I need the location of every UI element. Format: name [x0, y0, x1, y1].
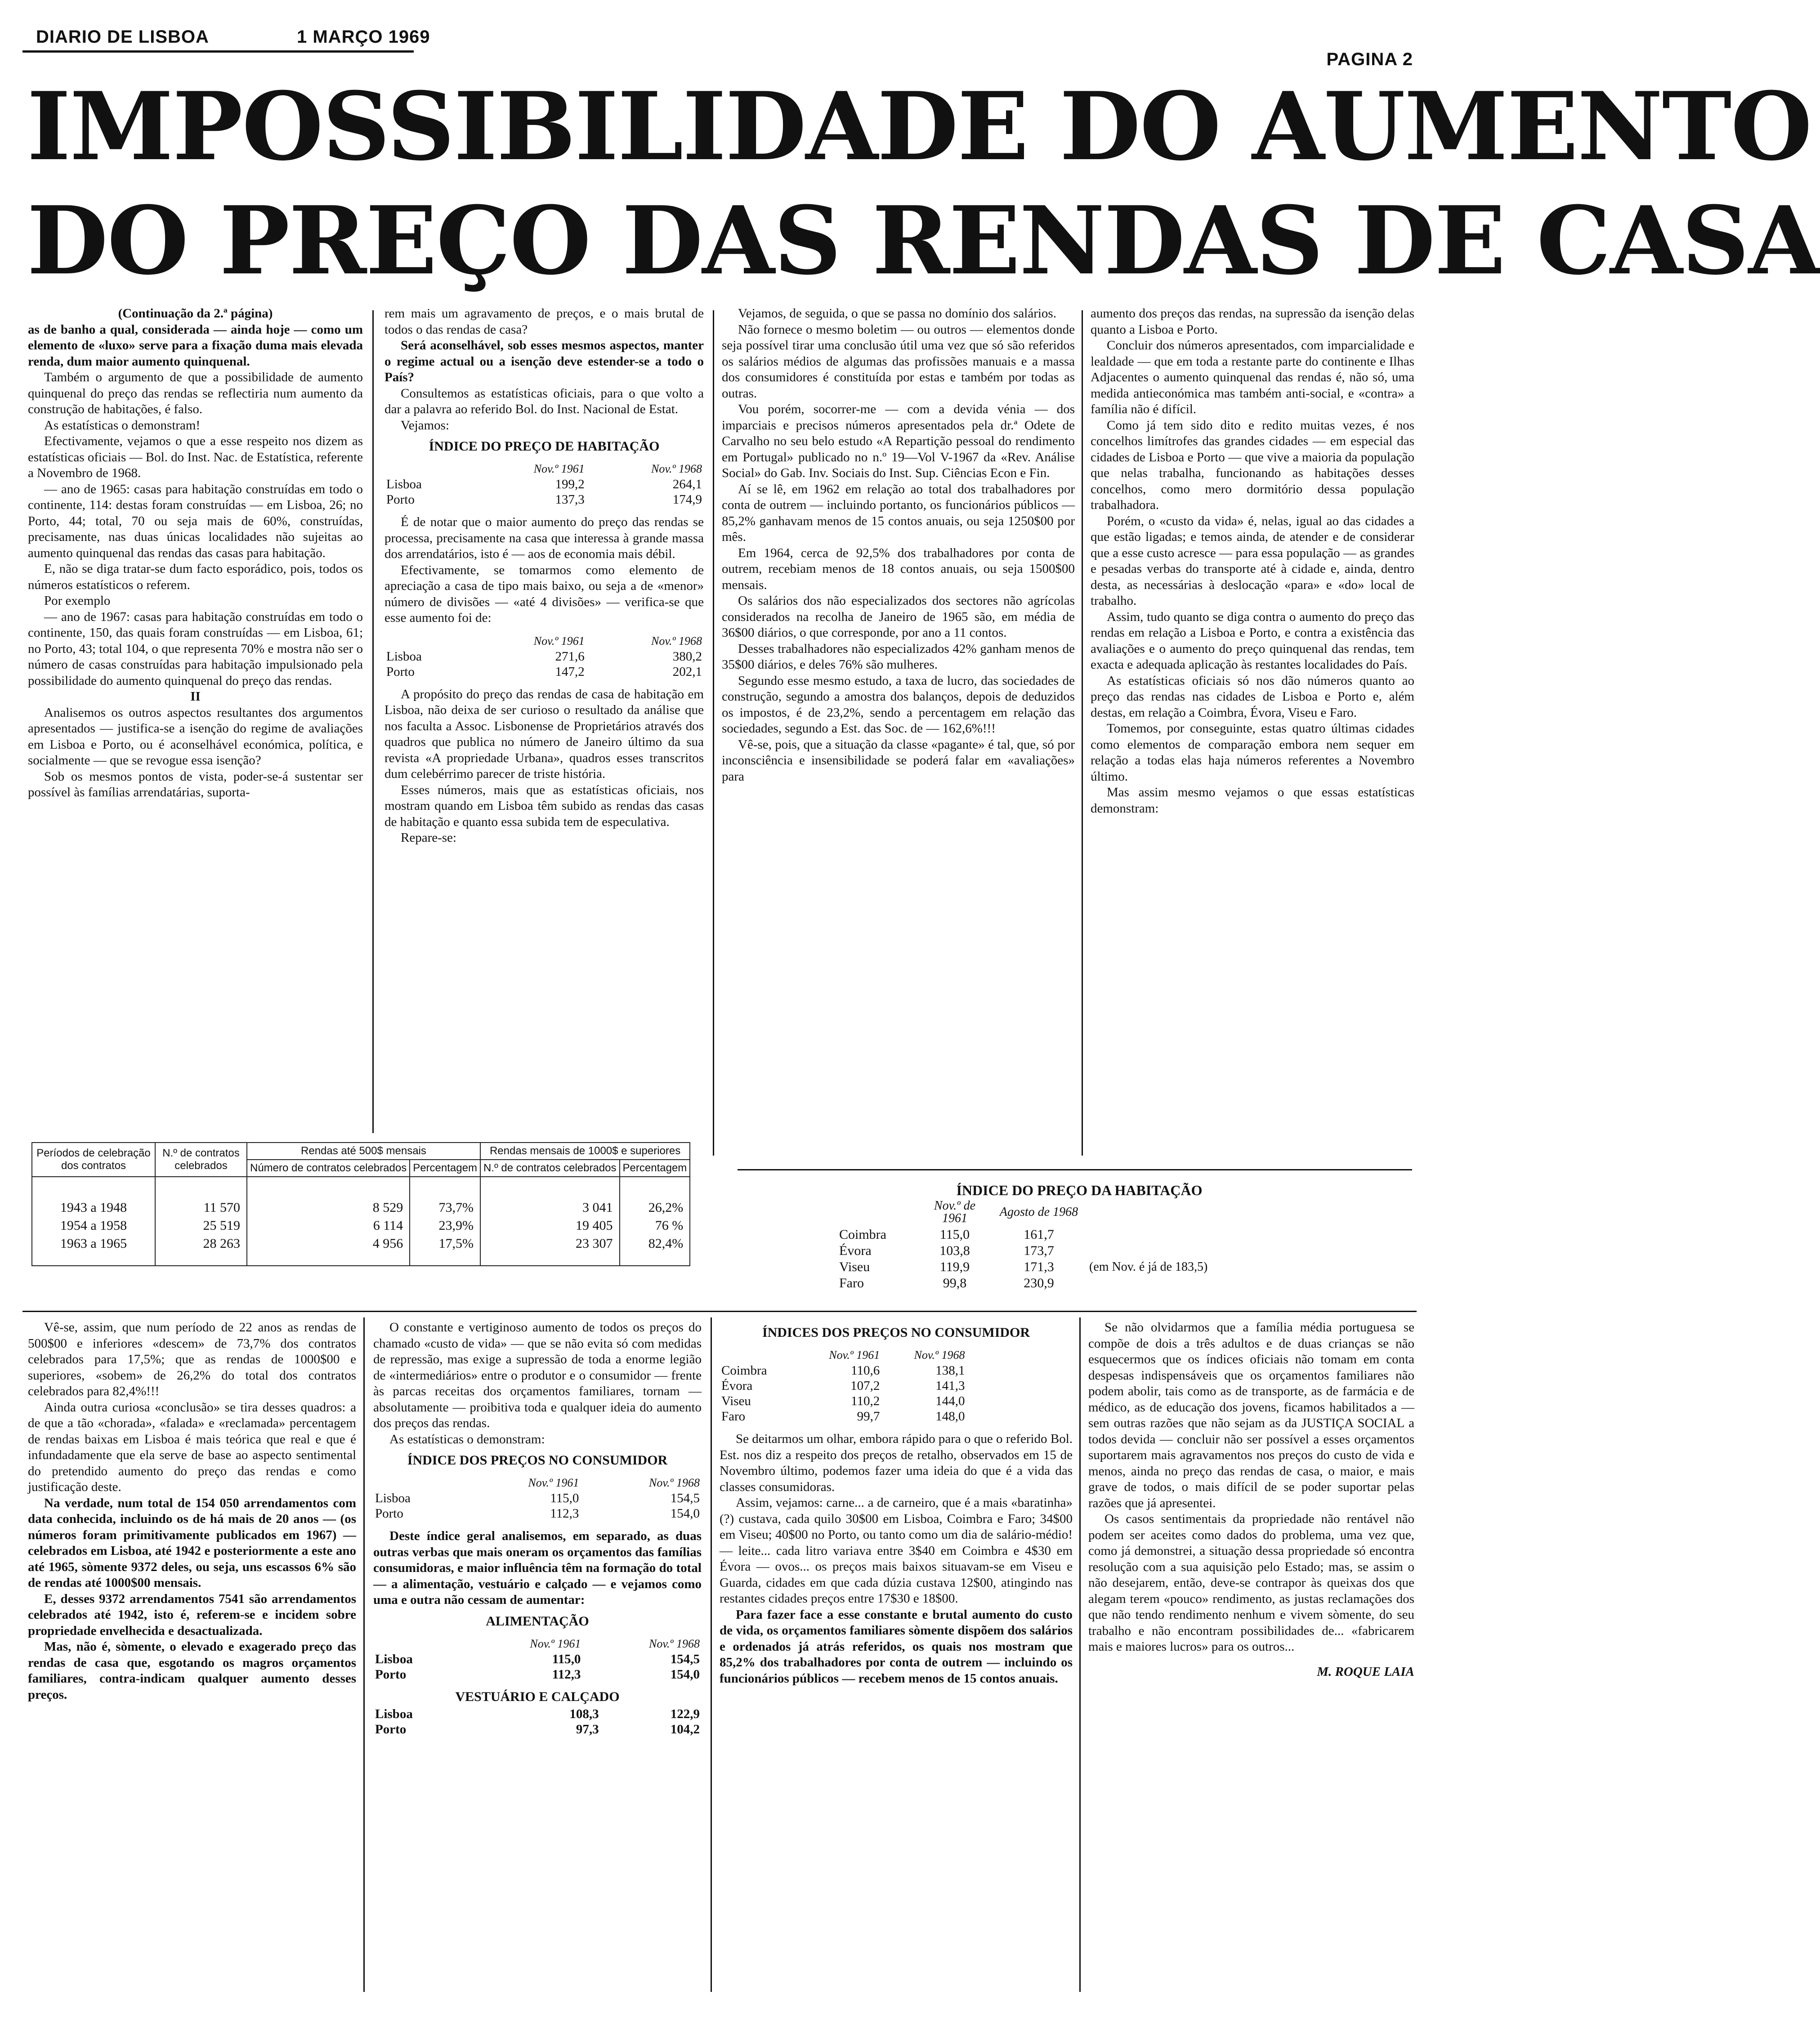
table-row: 1954 a 1958 25 519 6 114 23,9% 19 405 76 % — [32, 1217, 690, 1235]
table-title: ÍNDICE DOS PREÇOS NO CONSUMIDOR — [407, 1453, 668, 1468]
table-row: Faro 99,7 148,0 — [721, 1409, 965, 1424]
paragraph: Mas assim mesmo vejamos o que essas estatísticas demonstram: — [1091, 785, 1414, 816]
table-row: Lisboa 108,3 122,9 — [375, 1706, 700, 1721]
column-divider — [713, 310, 714, 1156]
paragraph: Em 1964, cerca de 92,5% dos trabalhadores por conta de outrem, recebiam menos de 18 contos anuais, ou seja 1500$00 mensais. — [722, 545, 1075, 592]
paragraph: E, desses 9372 arrendamentos 7541 são arrendamentos celebrados até 1942, isto é, referem-se e incidem sobre propriedade envelhecida e desactualizada. — [28, 1591, 356, 1638]
paragraph: Efectivamente, vejamos o que a esse respeito nos dizem as estatísticas oficiais — Bol. do Inst. Nac. de Estatística, referente a Novembro de 1968. — [28, 434, 363, 480]
paragraph: A propósito do preço das rendas de casa de habitação em Lisboa, não deixa de ser curioso o resultado da análise que nos faculta a Assoc. Lisbonense de Proprietários através dos quadros que publica no número de Janeiro último da sua revista «A propriedade Urbana», quadros esses transcritos dum celebérrimo parecer de triste história. — [385, 687, 704, 781]
column-header: Períodos de celebração dos contratos — [32, 1143, 155, 1177]
article-column-2 — [385, 306, 704, 1133]
paragraph: Vou porém, socorrer-me — com a devida vénia — dos imparciais e precisos números apresentados pela dr.ª Odete de Carvalho no seu belo estudo «A Repartição pessoal do rendimento em Portugal» publicado no n.º 19—Vol V-1967 da «Rev. Análise Social» do Gab. Inv. Sociais do Inst. Sup. Ciências Econ e Fin. — [722, 402, 1075, 480]
article-column-3 — [722, 306, 1075, 1151]
article-column-6 — [373, 1320, 702, 1985]
paragraph: Ainda outra curiosa «conclusão» se tira desses quadros: a de que a tão «chorada», «falada» e «reclamada» percentagem de rendas baixas em Lisboa é mais teórica que real e que é infundadamente que ela serve de base ao aspecto sentimental do pretendido aumento do preço das rendas e como justificação deste. — [28, 1400, 356, 1494]
table-row: Coimbra 110,6 138,1 — [721, 1363, 965, 1378]
table-row: 1963 a 1965 28 263 4 956 17,5% 23 307 82,4% — [32, 1235, 690, 1266]
table-title: ALIMENTAÇÃO — [486, 1613, 589, 1629]
column-header: N.º de contratos celebrados — [480, 1160, 620, 1177]
paragraph: O constante e vertiginoso aumento de todos os preços do chamado «custo de vida» — que se não evita só com medidas de repressão, mas exige a supressão de toda a enorme legião de «intermediários» entre o produtor e o consumidor — frente às parcas receitas dos orçamentos familiares, tornam — absolutamente — proibitiva toda e qualquer ideia do aumento dos preços das rendas. — [373, 1320, 702, 1430]
paragraph: Aí se lê, em 1962 em relação ao total dos trabalhadores por conta de outrem — incluindo portanto, os funcionários públicos — 85,2% ganhavam menos de 15 contos anuais, ou seja 1250$00 por mês. — [722, 482, 1075, 544]
column-header: Número de contratos celebrados — [247, 1160, 410, 1177]
paragraph: Efectivamente, se tomarmos como elemento de apreciação a casa de tipo mais baixo, ou seja a de «menor» número de divisões — «até 4 divisões» — verifica-se que esse aumento foi de: — [385, 563, 704, 625]
food-index-table — [373, 1636, 702, 1682]
paragraph: E, não se diga tratar-se dum facto esporádico, pois, todos os números estatísticos o referem. — [28, 562, 363, 592]
table-row: Porto 97,3 104,2 — [375, 1722, 700, 1737]
paragraph: Assim, tudo quanto se diga contra o aumento do preço das rendas em relação a Lisboa e Porto, e contra a existência das avaliações e o aumento do preço quinquenal das rendas, tem exacta e adequada aplicação às restantes localidades do País. — [1091, 609, 1414, 672]
column-header: Nov.º 1961 — [829, 1348, 880, 1362]
column-header: Nov.º 1961 — [533, 634, 585, 647]
column-header: Nov.º 1961 — [530, 1637, 581, 1650]
paragraph: As estatísticas o demonstram! — [44, 418, 201, 433]
consumer-index-cities-table — [720, 1348, 967, 1424]
table-title: ÍNDICES DOS PREÇOS NO CONSUMIDOR — [762, 1325, 1030, 1340]
table-title: ÍNDICE DO PREÇO DA HABITAÇÃO — [956, 1182, 1203, 1198]
paragraph: Desses trabalhadores não especializados 42% ganham menos de 35$00 diários, e deles 76% são mulheres. — [722, 641, 1075, 672]
column-divider — [372, 310, 374, 1133]
paragraph: Os salários dos não especializados dos sectores não agrícolas considerados na recolha de Janeiro de 1965 são, em média de 36$00 diários, o que corresponde, por ano a 11 contos. — [722, 594, 1075, 640]
paragraph: As estatísticas oficiais só nos dão números quanto ao preço das rendas nas cidades de Lisboa e Porto e, além destas, em relação a Coimbra, Évora, Viseu e Faro. — [1091, 673, 1414, 720]
paragraph: As estatísticas o demonstram: — [389, 1432, 545, 1447]
column-divider — [363, 1317, 365, 1992]
table-title: ÍNDICE DO PREÇO DE HABITAÇÃO — [429, 439, 660, 454]
paragraph: Como já tem sido dito e redito muitas vezes, é nos concelhos limítrofes das grandes cidades — em especial das cidades de Lisboa e Porto — que vive a maioria da população que nelas trabalha, funcionando as habitações desses concelhos, como mero dormitório dessa população trabalhadora. — [1091, 418, 1414, 512]
paragraph: É de notar que o maior aumento do preço das rendas se processa, precisamente na casa que interessa à grande massa dos arrendatários, isto é — aos de economia mais débil. — [385, 515, 704, 561]
paragraph: Concluir dos números apresentados, com imparcialidade e lealdade — que em toda a restante parte do continente e Ilhas Adjacentes o aumento quinquenal das rendas é, não só, uma medida antieconómica mas também anti-social, e «contra» a família não é difícil. — [1091, 338, 1414, 416]
paragraph: Tomemos, por conseguinte, estas quatro últimas cidades como elementos de comparação embora nem sequer em relação a todas elas haja números referentes a Novembro último. — [1091, 721, 1414, 784]
paragraph: Assim, vejamos: carne... a de carneiro, que é a mais «baratinha» (?) custava, cada quilo 30$00 em Lisboa, Coimbra e Faro; 34$00 em Viseu; 40$00 no Porto, ou tanto como um dia de salário-médio! — leite... cada litro variava entre 3$40 em Coimbra e 4$30 em Évora — ovos... os preços mais baixos situavam-se em Viseu e Guarda, cidades em que cada dúzia custava 12$00, atingindo nas restantes cidades preços entre 17$30 e 18$00. — [720, 1496, 1073, 1606]
paragraph: Vê-se, assim, que num período de 22 anos as rendas de 500$00 e inferiores «descem» de 73,7% dos contratos celebrados para 17,5%; que as rendas de 1000$00 e superiores, «sobem» de 26,2% do total dos contratos celebrados para 82,4%!!! — [28, 1320, 356, 1398]
table-row: Évora 103,8 173,7 — [839, 1243, 1054, 1258]
lisbon-contracts-table — [31, 1142, 690, 1266]
paragraph: Se não olvidarmos que a família média portuguesa se compõe de dois a três adultos e de duas crianças se não esquecermos que os índices oficiais não tomam em conta despesas indispensáveis que os orçamentos familiares não podem abolir, tais como as de transporte, as de farmácia e de médico, as de educação dos jovens, ficamos habilitados a — sem outras razões que não sejam as da JUSTIÇA SOCIAL a todos devida — concluir não ser possível a esses orçamentos suportarem mais agravamentos nos preços do custo de vida e menos, ainda no preço das rendas de casa, o maior, e mais grave de todos, o mais difícil de se poder suportar pelas razões que já apresentei. — [1088, 1320, 1414, 1510]
column-header: Nov.º 1968 — [648, 1637, 700, 1650]
headline-line-2: DO PREÇO DAS RENDAS DE CASA — [27, 186, 1820, 296]
paragraph: Se deitarmos um olhar, embora rápido para o que o referido Bol. Est. nos diz a respeito dos preços de retalho, observados em 15 de Novembro último, podemos fazer uma ideia do que é a vida das classes consumidoras. — [720, 1432, 1073, 1494]
article-column-7 — [720, 1320, 1073, 1985]
paragraph: Mas, não é, sòmente, o elevado e exagerado preço das rendas de casa que, esgotando os magros orçamentos familiares, contra-indicam qualquer aumento desses preços. — [28, 1639, 356, 1702]
clothing-index-table — [373, 1706, 702, 1737]
paragraph: Será aconselhável, sob esses mesmos aspectos, manter o regime actual ou a isenção deve estender-se a todo o País? — [385, 338, 704, 384]
paragraph: Por exemplo — [44, 594, 111, 608]
paragraph: Vejamos: — [401, 418, 449, 433]
column-header: Percentagem — [410, 1160, 480, 1177]
article-column-5 — [28, 1320, 356, 1985]
table-row: Porto 112,3 154,0 — [375, 1506, 700, 1521]
paragraph: Também o argumento de que a possibilidade de aumento quinquenal do preço das rendas se reflectiria num aumento da construção de habitações, é falso. — [28, 370, 363, 416]
paragraph: Sob os mesmos pontos de vista, poder-se-á sustentar ser possível às famílias arrendatárias, suporta- — [28, 769, 363, 799]
table-row: Porto 147,2 202,1 — [386, 664, 702, 679]
article-column-8 — [1088, 1320, 1414, 1985]
paragraph: Os casos sentimentais da propriedade não rentável não podem ser aceites como dados do problema, uma vez que, como já demonstrei, a situação dessa propriedade só encontra resolução com a sua aquisição pelo Estado; mas, se assim o não desejarem, então, deve-se contrapor às queixas dos que alegam terem «pouco» rendimento, as justas reclamações dos que não tendo rendimento nenhum e vivem sòmente, do seu trabalho e não encontram possibilidades de... «fabricarem mais e maiores lucros» para os outros... — [1088, 1512, 1414, 1654]
paragraph: Não fornece o mesmo boletim — ou outros — elementos donde seja possível tirar uma conclusão útil uma vez que só são referidos os salários médios de algumas das profissões manuais e a massa dos consumidores é constituída por estas e também por todas as outras. — [722, 322, 1075, 401]
column-header: Rendas até 500$ mensais — [247, 1143, 480, 1160]
paragraph: Para fazer face a esse constante e brutal aumento do custo de vida, os orçamentos familiares sòmente dispõem dos salários e ordenados já atrás referidos, os quais nos mostram que 85,2% dos trabalhadores por conta de outrem — incluindo os funcionários públicos — recebem menos de 15 contos anuais. — [720, 1607, 1073, 1686]
continuation-note: (Continuação da 2.ª página) — [118, 306, 273, 321]
paragraph: rem mais um agravamento de preços, e o mais brutal de todos o das rendas de casa? — [385, 306, 704, 337]
small-house-index-table — [385, 634, 704, 679]
table-title: VESTUÁRIO E CALÇADO — [455, 1689, 620, 1704]
column-header: Nov.º 1968 — [914, 1348, 965, 1362]
table-row: Lisboa 199,2 264,1 — [386, 477, 702, 491]
paragraph: Vê-se, pois, que a situação da classe «pagante» é tal, que, só por inconsciência e insensibilidade se poderá falar em «avaliações» para — [722, 737, 1075, 784]
habitation-index-table — [385, 461, 704, 507]
column-header: Nov.º 1961 — [528, 1476, 579, 1489]
table-row: Faro 99,8 230,9 — [839, 1276, 1054, 1290]
paragraph: — ano de 1965: casas para habitação construídas em todo o continente, 114: destas foram construídas — em Lisboa, 26; no Porto, 44; total, 70 ou seja mais de 60%, construídas, precisamente, nas duas únicas localidades não sujeitas ao aumento quinquenal das rendas das casas para habitação. — [28, 482, 363, 560]
paragraph: Porém, o «custo da vida» é, nelas, igual ao das cidades a que estão ligadas; e temos ainda, de atender e de considerar que a esse custo acresce — para essa população — as grandes e pesadas verbas do transporte até à cidade e, ainda, dentro desta, as necessárias à deslocação «para» e «do» local de trabalho. — [1091, 513, 1414, 608]
table-row: Lisboa 115,0 154,5 — [375, 1491, 700, 1505]
table-row: Porto 137,3 174,9 — [386, 492, 702, 507]
column-header: Nov.º 1968 — [651, 462, 702, 475]
column-header: Nov.º 1968 — [651, 634, 702, 647]
table-row: Évora 107,2 141,3 — [721, 1379, 965, 1393]
column-header: Nov.º 1968 — [648, 1476, 700, 1489]
section-rule — [738, 1169, 1412, 1170]
column-header: Rendas mensais de 1000$ e superiores — [480, 1143, 690, 1160]
table-row: Viseu 119,9 171,3 (em Nov. é já de 183,5) — [839, 1259, 1208, 1274]
column-divider — [711, 1317, 712, 1992]
column-header: N.º de contratos celebrados — [155, 1143, 247, 1177]
section-rule — [22, 1311, 1417, 1312]
article-column-4 — [1091, 306, 1414, 1151]
column-divider — [1079, 1317, 1081, 1992]
paragraph: Consultemos as estatísticas oficiais, para o que volto a dar a palavra ao referido Bol. do Inst. Nacional de Estat. — [385, 386, 704, 416]
author-signature: M. ROQUE LAIA — [1317, 1664, 1414, 1679]
column-header: Nov.º de 1961 — [934, 1199, 976, 1225]
paragraph: aumento dos preços das rendas, na supressão da isenção delas quanto a Lisboa e Porto. — [1091, 306, 1414, 337]
paragraph: Esses números, mais que as estatísticas oficiais, nos mostram quando em Lisboa têm subido as rendas das casas de habitação e quanto essa subida tem de especulativa. — [385, 782, 704, 829]
paragraph: Repare-se: — [401, 830, 456, 845]
table-row: Lisboa 271,6 380,2 — [386, 649, 702, 664]
table-row: Viseu 110,2 144,0 — [721, 1394, 965, 1408]
page-number: PAGINA 2 — [1326, 49, 1413, 69]
article-column-1 — [28, 306, 363, 1133]
paragraph: Na verdade, num total de 154 050 arrendamentos com data conhecida, incluindo os de há mais de 20 anos — (os números foram primitivamente publicados em 1967) — celebrados em Lisboa, até 1942 e posteriormente a este ano até 1965, sòmente 9372 deles, ou seja, uns escassos 6% são de rendas até 1000$00 mensais. — [28, 1496, 356, 1590]
consumer-index-table — [373, 1475, 702, 1521]
table-row: Porto 112,3 154,0 — [375, 1667, 700, 1682]
table-row: Coimbra 115,0 161,7 — [839, 1227, 1054, 1242]
header-rule — [22, 50, 414, 53]
table-row: 1943 a 1948 11 570 8 529 73,7% 3 041 26,2% — [32, 1177, 690, 1217]
column-header: Agosto de 1968 — [999, 1205, 1078, 1219]
paragraph: Segundo esse mesmo estudo, a taxa de lucro, das sociedades de construção, segundo a amostra dos balanços, depois de deduzidos os impostos, é de 23,2%, sendo a percentagem em relação das sociedades, segundo a Est. das Soc. de — 162,6%!!! — [722, 673, 1075, 736]
paragraph: Analisemos os outros aspectos resultantes dos argumentos apresentados — justifica-se a isenção do regime de avaliações em Lisboa e Porto, ou é aconselhável económica, política, e socialmente — que se revogue essa isenção? — [28, 705, 363, 768]
table-row: Lisboa 115,0 154,5 — [375, 1652, 700, 1666]
habitation-index-cities-table — [836, 1183, 1376, 1291]
paragraph: Deste índice geral analisemos, em separado, as duas outras verbas que mais oneram os orçamentos das famílias consumidoras, e maior influência têm na formação do total — a alimentação, vestuário e calçado — e vejamos como uma e outra não cessam de aumentar: — [373, 1529, 702, 1607]
paragraph: Vejamos, de seguida, o que se passa no domínio dos salários. — [738, 306, 1056, 321]
headline-line-1: IMPOSSIBILIDADE DO AUMENTO — [27, 72, 1811, 182]
column-header: Percentagem — [620, 1160, 690, 1177]
section-numeral: II — [190, 689, 201, 704]
newspaper-name: DIARIO DE LISBOA — [36, 27, 209, 47]
paragraph: — ano de 1967: casas para habitação construídas em todo o continente, 150, das quais foram construídas — em Lisboa, 61; no Porto, 43; total 104, o que representa 70% e mostra não ser o número de casas construídas para habitação impulsionado pela possibilidade do aumento quinquenal do preço das rendas. — [28, 609, 363, 688]
column-divider — [1082, 310, 1083, 1156]
paragraph: as de banho a qual, considerada — ainda hoje — como um elemento de «luxo» serve para a fixação duma mais elevada renda, dum maior aumento quinquenal. — [28, 322, 363, 369]
issue-date: 1 MARÇO 1969 — [297, 27, 430, 47]
column-header: Nov.º 1961 — [533, 462, 585, 475]
